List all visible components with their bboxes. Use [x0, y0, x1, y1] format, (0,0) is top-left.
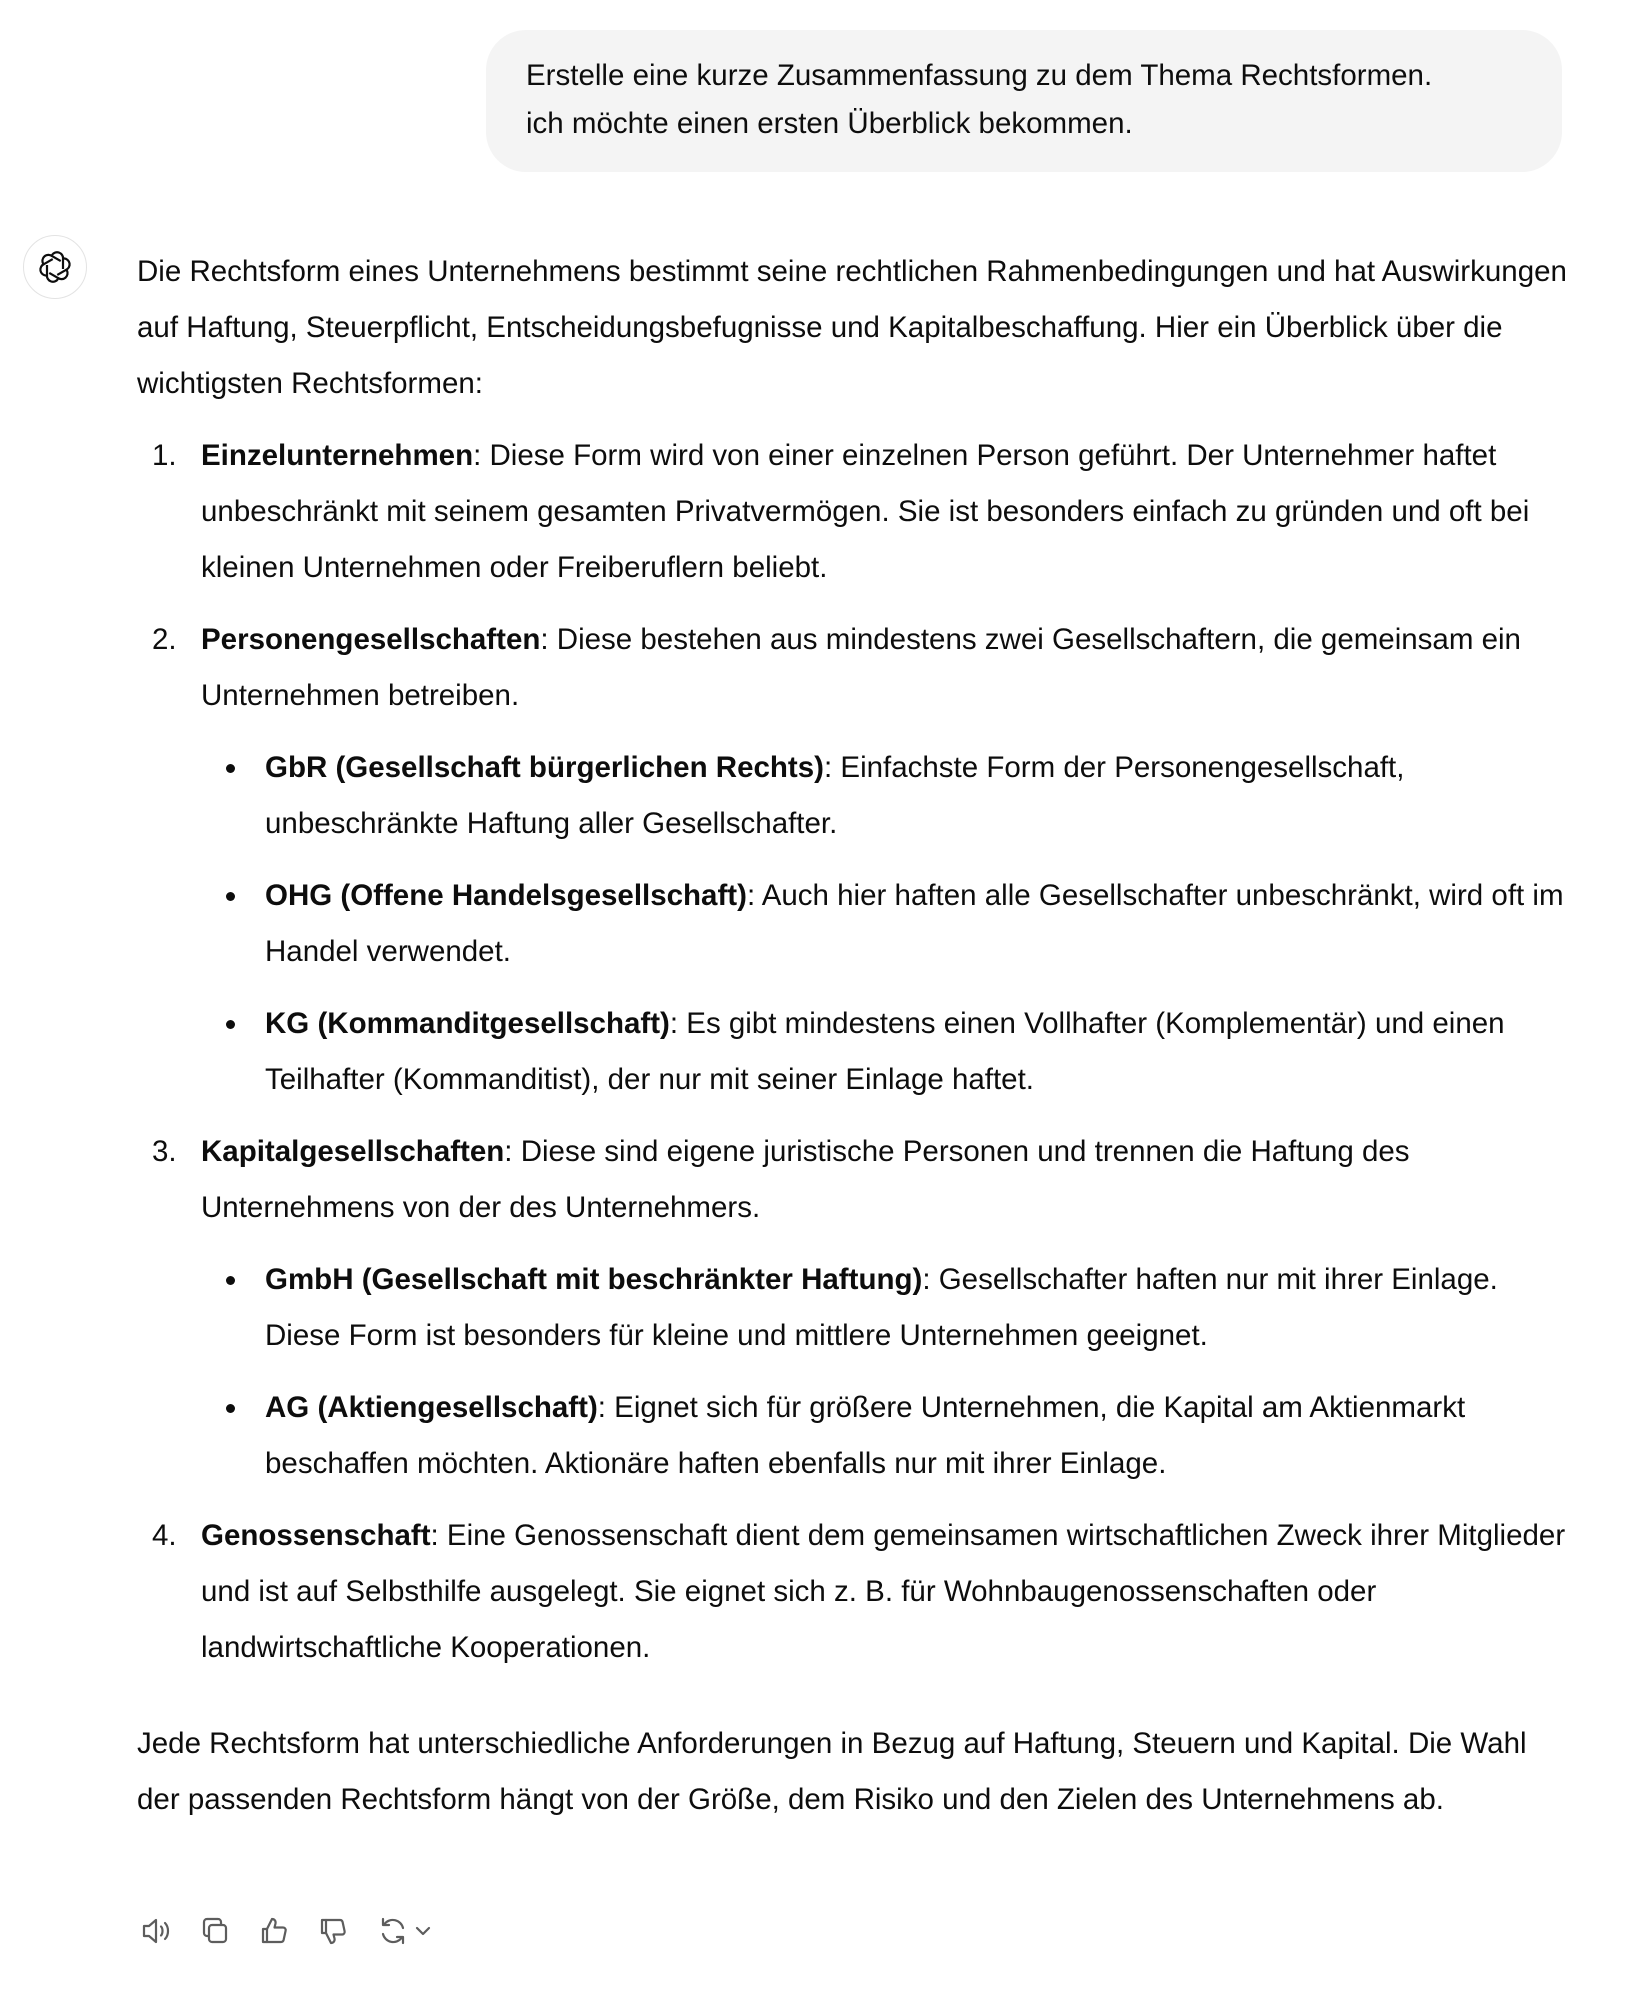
list-number: 4. — [152, 1519, 177, 1552]
good-response-button[interactable] — [254, 1911, 294, 1951]
read-aloud-button[interactable] — [136, 1911, 176, 1951]
read-aloud-icon — [139, 1914, 173, 1948]
user-message-line: Erstelle eine kurze Zusammenfassung zu dem Thema Rechtsformen. — [526, 59, 1433, 92]
regenerate-icon — [376, 1914, 410, 1948]
copy-icon — [198, 1914, 232, 1948]
openai-logo-icon — [35, 247, 75, 287]
list-number: 1. — [152, 439, 177, 472]
list-text: : Eine Genossenschaft dient dem gemeinsamen wirtschaftlichen Zweck ihrer Mitglieder und ist auf Selbsthilfe ausgelegt. Sie eignet sich z. B. für Wohnbaugenossenschaften oder landwirtschaftliche Kooperationen. — [201, 1519, 1566, 1664]
sub-term: GbR (Gesellschaft bürgerlichen Rechts) — [265, 751, 824, 784]
list-item — [137, 1124, 1567, 1492]
regenerate-button[interactable] — [372, 1911, 438, 1951]
sub-list — [201, 740, 1567, 1108]
user-message-line: ich möchte einen ersten Überblick bekommen. — [526, 107, 1133, 140]
sub-list-item — [201, 1252, 1567, 1364]
message-actions — [136, 1911, 438, 1951]
list-term: Personengesellschaften — [201, 623, 541, 656]
chevron-down-icon — [412, 1920, 434, 1942]
sub-list-item — [201, 996, 1567, 1108]
thumbs-up-icon — [257, 1914, 291, 1948]
assistant-outro: Jede Rechtsform hat unterschiedliche Anforderungen in Bezug auf Haftung, Steuern und Kapital. Die Wahl der passenden Rechtsform hängt von der Größe, dem Risiko und den Zielen des Unternehmens ab. — [137, 1727, 1527, 1816]
user-message-bubble — [486, 30, 1562, 172]
sub-term: GmbH (Gesellschaft mit beschränkter Haftung) — [265, 1263, 923, 1296]
thumbs-down-icon — [316, 1914, 350, 1948]
sub-term: KG (Kommanditgesellschaft) — [265, 1007, 670, 1040]
list-term: Genossenschaft — [201, 1519, 431, 1552]
legal-forms-list — [137, 428, 1567, 1676]
list-text: : Diese Form wird von einer einzelnen Person geführt. Der Unternehmer haftet unbeschränkt mit seinem gesamten Privatvermögen. Sie ist besonders einfach zu gründen und oft bei kleinen Unternehmen oder Freiberuflern beliebt. — [201, 439, 1530, 584]
sub-term: AG (Aktiengesellschaft) — [265, 1391, 598, 1424]
list-text: : Diese bestehen aus mindestens zwei Gesellschaftern, die gemeinsam ein Unternehmen betreiben. — [201, 623, 1521, 712]
sub-list-item — [201, 1380, 1567, 1492]
list-text: : Diese sind eigene juristische Personen und trennen die Haftung des Unternehmens von der des Unternehmers. — [201, 1135, 1410, 1224]
bad-response-button[interactable] — [313, 1911, 353, 1951]
sub-term: OHG (Offene Handelsgesellschaft) — [265, 879, 747, 912]
list-term: Kapitalgesellschaften — [201, 1135, 505, 1168]
sub-list-item — [201, 740, 1567, 852]
list-item — [137, 1508, 1567, 1676]
list-number: 2. — [152, 623, 177, 656]
list-item — [137, 428, 1567, 596]
sub-list-item — [201, 868, 1567, 980]
sub-text: : Eignet sich für größere Unternehmen, die Kapital am Aktienmarkt beschaffen möchten. Aktionäre haften ebenfalls nur mit ihrer Einlage. — [265, 1391, 1466, 1480]
copy-button[interactable] — [195, 1911, 235, 1951]
sub-list — [201, 1252, 1567, 1492]
assistant-intro: Die Rechtsform eines Unternehmens bestimmt seine rechtlichen Rahmenbedingungen und hat Auswirkungen auf Haftung, Steuerpflicht, Entscheidungsbefugnisse und Kapitalbeschaffung. Hier ein Überblick über die wichtigsten Rechtsformen: — [137, 255, 1567, 400]
sub-text: : Es gibt mindestens einen Vollhafter (Komplementär) und einen Teilhafter (Kommanditist), der nur mit seiner Einlage haftet. — [265, 1007, 1505, 1096]
assistant-message — [137, 244, 1567, 1828]
assistant-avatar — [23, 235, 87, 299]
list-term: Einzelunternehmen — [201, 439, 474, 472]
list-number: 3. — [152, 1135, 177, 1168]
sub-text: : Auch hier haften alle Gesellschafter unbeschränkt, wird oft im Handel verwendet. — [265, 879, 1564, 968]
sub-text: : Einfachste Form der Personengesellschaft, unbeschränkte Haftung aller Gesellschafter. — [265, 751, 1405, 840]
list-item — [137, 612, 1567, 1108]
sub-text: : Gesellschafter haften nur mit ihrer Einlage. Diese Form ist besonders für kleine und mittlere Unternehmen geeignet. — [265, 1263, 1498, 1352]
